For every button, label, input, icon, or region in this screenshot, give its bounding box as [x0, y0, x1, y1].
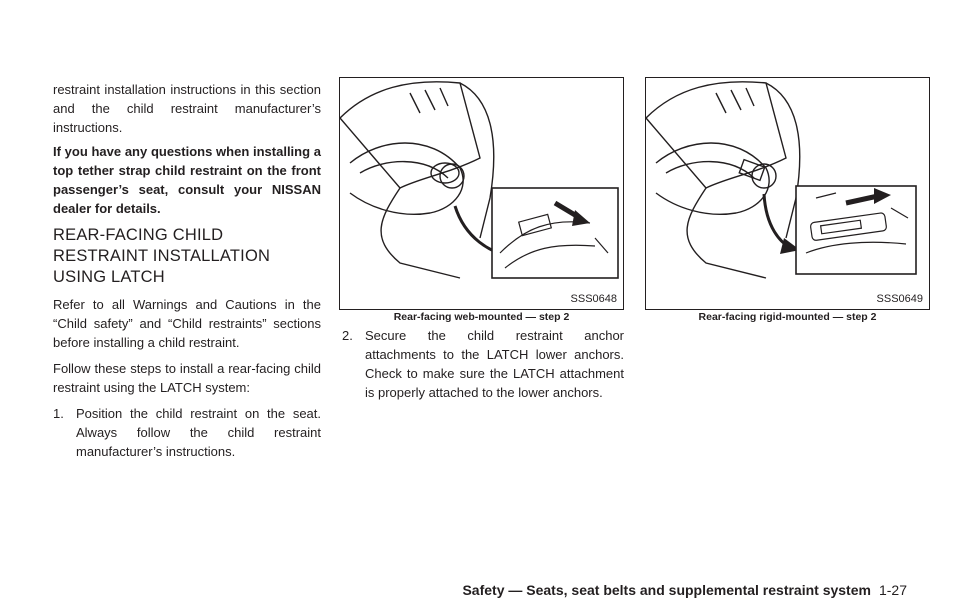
step-2-number: 2. [342, 328, 353, 343]
figure-caption: Rear-facing web-mounted — step 2 [393, 311, 570, 323]
step-2 [342, 326, 624, 402]
figure-rigid-mounted [645, 77, 930, 310]
step-1 [53, 404, 321, 461]
steps-intro-paragraph: Follow these steps to install a rear-facing child restraint using the LATCH system: [53, 361, 321, 395]
bold-note: If you have any questions when installing a top tether strap child restraint on the front passenger’s seat, consult your NISSAN dealer for details. [53, 144, 321, 216]
figure-code: SSS0648 [570, 293, 617, 305]
warnings-paragraph: Refer to all Warnings and Cautions in the “Child safety” and “Child restraints” sections before installing a child restraint. [53, 297, 321, 350]
footer-section-title: Safety — Seats, seat belts and supplemental restraint system [462, 582, 871, 598]
step-1-text: Position the child restraint on the seat. Always follow the child restraint manufacturer’s instructions. [76, 406, 321, 459]
figure-code: SSS0649 [876, 293, 923, 305]
page-number: 1-27 [878, 582, 907, 598]
section-heading: REAR-FACING CHILD RESTRAINT INSTALLATION USING LATCH [53, 226, 271, 286]
step-2-text: Secure the child restraint anchor attachments to the LATCH lower anchors. Check to make sure the LATCH attachment is properly attached to the lower anchors. [365, 328, 624, 400]
text-column-middle [342, 326, 624, 402]
intro-paragraph: restraint installation instructions in this section and the child restraint manufacturer’s instructions. [53, 82, 321, 135]
figure-web-mounted [339, 77, 624, 310]
step-1-number: 1. [53, 406, 64, 421]
text-column-left [53, 80, 321, 461]
seat-illustration-rigid [646, 78, 930, 310]
figure-caption: Rear-facing rigid-mounted — step 2 [698, 311, 877, 323]
seat-illustration-web [340, 78, 624, 310]
page-footer [462, 581, 907, 599]
